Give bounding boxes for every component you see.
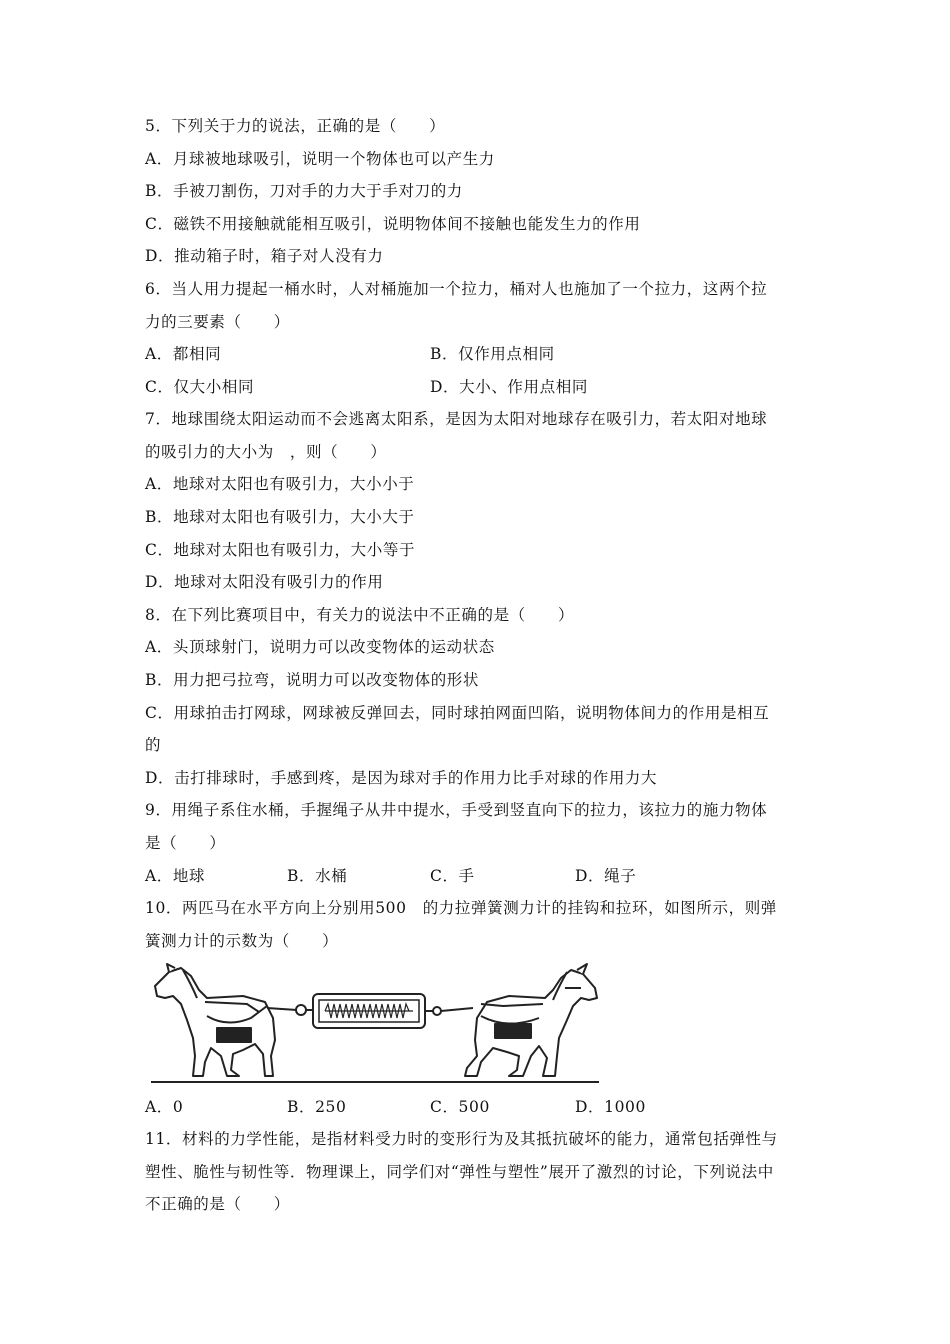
- horses-spring-scale-figure: [147, 958, 603, 1086]
- q9-option-a: A．地球: [145, 867, 206, 885]
- q6-option-d: D．大小、作用点相同: [430, 378, 588, 396]
- q10-option-b: B．250: [287, 1098, 347, 1116]
- q5-option-d: D．推动箱子时，箱子对人没有力: [145, 247, 384, 265]
- q6-option-a: A．都相同: [145, 345, 222, 363]
- q10-stem-line2: 簧测力计的示数为（ ）: [145, 932, 339, 950]
- q9-stem-line1: 9．用绳子系住水桶，手握绳子从井中提水，手受到竖直向下的拉力，该拉力的施力物体: [145, 801, 768, 819]
- right-rope: [441, 1008, 473, 1011]
- left-ring: [296, 1005, 306, 1015]
- q8-stem: 8．在下列比赛项目中，有关力的说法中不正确的是（ ）: [145, 606, 575, 624]
- q10-option-a: A．0: [145, 1098, 184, 1116]
- q5-stem: 5．下列关于力的说法，正确的是（ ）: [145, 117, 446, 135]
- q5-option-b: B．手被刀割伤，刀对手的力大于手对刀的力: [145, 182, 463, 200]
- q9-stem-line2: 是（ ）: [145, 834, 226, 852]
- q9-option-c: C．手: [430, 867, 475, 885]
- q5-option-a: A．月球被地球吸引，说明一个物体也可以产生力: [145, 150, 495, 168]
- q11-stem-line3: 不正确的是（ ）: [145, 1195, 290, 1213]
- q9-option-b: B．水桶: [287, 867, 348, 885]
- q6-stem-line2: 力的三要素（ ）: [145, 313, 290, 331]
- q7-option-c: C．地球对太阳也有吸引力，大小等于: [145, 541, 416, 559]
- q5-option-c: C．磁铁不用接触就能相互吸引，说明物体间不接触也能发生力的作用: [145, 215, 641, 233]
- left-horse-icon: [155, 964, 275, 1076]
- q11-stem-line1: 11．材料的力学性能，是指材料受力时的变形行为及其抵抗破坏的能力，通常包括弹性与: [145, 1130, 778, 1148]
- q7-option-b: B．地球对太阳也有吸引力，大小大于: [145, 508, 415, 526]
- q7-option-a: A．地球对太阳也有吸引力，大小小于: [145, 475, 415, 493]
- q10-option-c: C．500: [430, 1098, 490, 1116]
- right-horse-icon: [465, 964, 597, 1076]
- q8-option-d: D．击打排球时，手感到疼，是因为球对手的作用力比手对球的作用力大: [145, 769, 658, 787]
- right-hook: [433, 1007, 441, 1015]
- q6-option-c: C．仅大小相同: [145, 378, 255, 396]
- left-rope: [267, 1008, 297, 1010]
- q6-option-b: B．仅作用点相同: [430, 345, 555, 363]
- q7-stem-line2: 的吸引力的大小为 ，则（ ）: [145, 443, 387, 461]
- q10-option-d: D．1000: [575, 1098, 646, 1116]
- q10-stem-line1: 10．两匹马在水平方向上分别用500 的力拉弹簧测力计的挂钩和拉环，如图所示，则弹: [145, 899, 777, 917]
- spring-scale-icon: [313, 994, 425, 1028]
- q7-option-d: D．地球对太阳没有吸引力的作用: [145, 573, 384, 591]
- q6-stem-line1: 6．当人用力提起一桶水时，人对桶施加一个拉力，桶对人也施加了一个拉力，这两个拉: [145, 280, 768, 298]
- q8-option-c-cont: 的: [145, 736, 162, 754]
- q8-option-b: B．用力把弓拉弯，说明力可以改变物体的形状: [145, 671, 479, 689]
- q9-option-d: D．绳子: [575, 867, 637, 885]
- q11-stem-line2: 塑性、脆性与韧性等．物理课上，同学们对“弹性与塑性”展开了激烈的讨论，下列说法中: [145, 1163, 774, 1181]
- q7-stem-line1: 7．地球围绕太阳运动而不会逃离太阳系，是因为太阳对地球存在吸引力，若太阳对地球: [145, 410, 768, 428]
- q8-option-c: C．用球拍击打网球，网球被反弹回去，同时球拍网面凹陷，说明物体间力的作用是相互: [145, 704, 770, 722]
- q8-option-a: A．头顶球射门，说明力可以改变物体的运动状态: [145, 638, 495, 656]
